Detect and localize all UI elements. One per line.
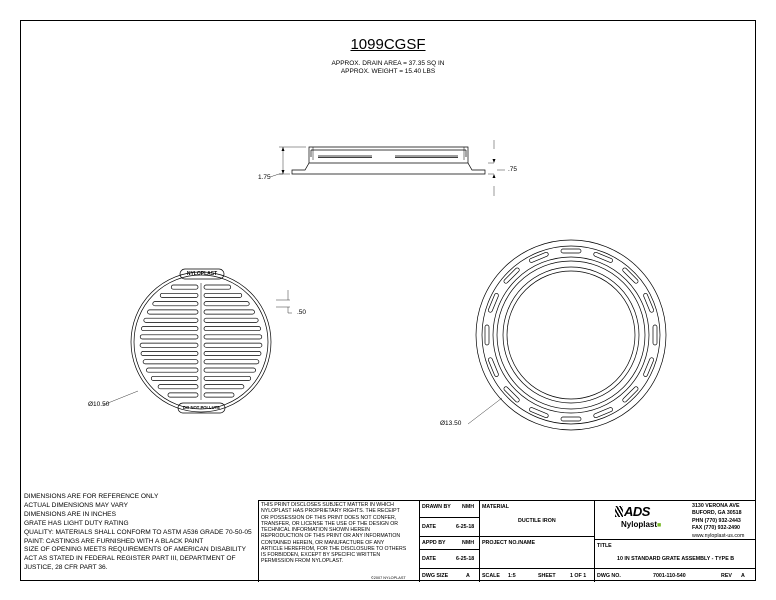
- drawing-title: 1099CGSF: [350, 36, 426, 53]
- disclaimer-line: TRANSFER, OR LICENSE THE USE OF THE DESIGN OR: [261, 520, 399, 527]
- disclaimer-line: PERMISSION FROM NYLOPLAST.: [261, 558, 344, 565]
- section-view: [270, 140, 505, 196]
- grate-plan-view: [103, 269, 292, 413]
- frame-slot: [622, 267, 639, 284]
- dwg-no-label: DWG NO.: [597, 573, 621, 579]
- drawn-by-cell: [419, 501, 479, 517]
- disclaimer-line: CONTAINED HEREIN, OR MANUFACTURE OF ANY: [261, 539, 385, 546]
- nyloplast-logo: [621, 522, 661, 529]
- frame-slot: [561, 249, 581, 253]
- disclaimer-line: ARTICLE HEREFROM, FOR THE DISCLOSURE TO OTHERS: [261, 545, 407, 552]
- frame-plan-view: [468, 240, 666, 430]
- grate-slot: [204, 318, 258, 322]
- rev-label: REV: [721, 573, 732, 579]
- grate-bottom-label: DO NOT POLLUTE: [183, 405, 220, 410]
- date1-value: 6-25-18: [456, 524, 475, 530]
- ads-logo: [615, 506, 650, 517]
- appd-by-label: APPD BY: [422, 540, 446, 546]
- date1-cell: [419, 517, 479, 536]
- note-line: PAINT: CASTINGS ARE FURNISHED WITH A BLACK PAINT: [24, 537, 204, 545]
- scale-value: 1:5: [508, 573, 516, 579]
- logo-cell: [594, 501, 690, 539]
- grate-slot: [204, 302, 249, 306]
- grate-slot: [160, 293, 198, 297]
- weight-text: APPROX. WEIGHT = 15.40 LBS: [340, 68, 436, 75]
- title-label: TITLE: [597, 543, 612, 549]
- drawn-by-value: NMH: [462, 504, 475, 510]
- address-line: FAX (770) 932-2490: [692, 525, 740, 532]
- scale-label: SCALE: [482, 573, 500, 579]
- date-label: DATE: [422, 524, 437, 530]
- date2-value: 6-25-18: [456, 556, 475, 562]
- height-dimension: 1.75: [258, 174, 271, 181]
- title-cell: [594, 539, 756, 568]
- address-line: BUFORD, GA 30518: [692, 510, 742, 517]
- grate-slot: [141, 327, 198, 331]
- frame-slot: [485, 325, 489, 345]
- scale-cell: [479, 568, 594, 582]
- slot-dimension: .50: [297, 309, 307, 316]
- nyloplast-mark: ■: [657, 522, 662, 529]
- grate-slot: [146, 368, 198, 372]
- disclaimer-line: IS FORBIDDEN, EXCEPT BY SPECIFIC WRITTEN: [261, 552, 381, 558]
- grate-slot: [204, 351, 261, 355]
- frame-diameter-dimension: Ø13.50: [440, 420, 462, 427]
- frame-slot: [503, 267, 520, 284]
- copyright-text: ©2007 NYLOPLAST: [371, 576, 406, 580]
- rev-value: A: [741, 573, 745, 579]
- grate-slot: [153, 302, 198, 306]
- appd-by-value: NMH: [462, 540, 475, 546]
- frame-slot: [622, 386, 639, 403]
- frame-slot: [653, 325, 657, 345]
- note-line: JUSTICE, 28 CFR PART 36.: [24, 564, 108, 572]
- material-value: DUCTILE IRON: [518, 518, 556, 524]
- address-line: PHN (770) 932-2443: [692, 517, 741, 524]
- dwg-no-value: 7001-110-540: [653, 573, 686, 579]
- grate-slot: [204, 310, 254, 314]
- grate-slot: [158, 385, 198, 389]
- grate-slot: [148, 310, 198, 314]
- dwg-size-value: A: [466, 573, 470, 579]
- ads-logo-text: ADS: [624, 504, 650, 519]
- grate-slot: [144, 318, 198, 322]
- note-line: GRATE HAS LIGHT DUTY RATING: [24, 519, 129, 527]
- grate-slot: [140, 343, 198, 347]
- title-block: [258, 500, 756, 582]
- date-label: DATE: [422, 556, 437, 562]
- frame-slot: [503, 386, 520, 403]
- disclaimer-line: NYLOPLAST HAS PROPRIETARY RIGHTS. THE RECEIPT: [261, 508, 400, 515]
- material-label: MATERIAL: [482, 504, 509, 510]
- dwg-size-label: DWG SIZE: [422, 573, 449, 579]
- grate-slot: [151, 376, 198, 380]
- grate-diameter-dimension: Ø10.50: [88, 401, 110, 408]
- disclaimer-line: THIS PRINT DISCLOSES SUBJECT MATTER IN WHICH: [261, 502, 394, 508]
- grate-slot: [143, 360, 198, 364]
- grate-slot: [204, 327, 261, 331]
- grate-slot: [168, 393, 198, 397]
- note-line: QUALITY: MATERIALS SHALL CONFORM TO ASTM A536 GRADE 70-50-05: [24, 528, 252, 536]
- drawn-by-label: DRAWN BY: [422, 504, 451, 510]
- grate-slot: [204, 376, 251, 380]
- project-cell: [479, 536, 594, 568]
- note-line: ACTUAL DIMENSIONS MAY VARY: [24, 501, 129, 509]
- title-value: 10 IN STANDARD GRATE ASSEMBLY - TYPE B: [617, 556, 735, 562]
- grate-slot: [204, 368, 256, 372]
- address-line: www.nyloplast-us.com: [692, 532, 745, 539]
- nyloplast-logo-text: Nyloplast: [621, 520, 658, 529]
- grate-slot: [204, 285, 231, 289]
- note-line: DIMENSIONS ARE IN INCHES: [24, 510, 116, 518]
- drain-area-text: APPROX. DRAIN AREA = 37.35 SQ IN: [331, 60, 445, 67]
- frame-slot: [561, 417, 581, 421]
- address-line: 3130 VERONA AVE: [692, 503, 740, 509]
- note-line: SIZE OF OPENING MEETS REQUIREMENTS OF AMERICAN DISABILITY: [24, 546, 247, 554]
- date2-cell: [419, 549, 479, 568]
- grate-slot: [204, 343, 262, 347]
- grate-slot: [204, 293, 242, 297]
- disclaimer-line: REPRODUCTION OF THIS PRINT OR ANY INFORMATION: [261, 533, 401, 540]
- grate-slot: [140, 335, 198, 339]
- note-line: DIMENSIONS ARE FOR REFERENCE ONLY: [24, 493, 159, 500]
- dwg-size-cell: [419, 568, 479, 582]
- note-line: ACT AS STATED IN FEDERAL REGISTER PART III, DEPARTMENT OF: [24, 555, 236, 563]
- grate-slot: [171, 285, 198, 289]
- sheet-value: 1 OF 1: [570, 573, 587, 579]
- disclaimer-line: TECHNICAL INFORMATION SHOWN HEREIN: [261, 527, 370, 533]
- grate-slot: [141, 351, 198, 355]
- grate-top-label: NYLOPLAST: [186, 271, 218, 277]
- sheet-label: SHEET: [538, 573, 556, 579]
- grate-slot: [204, 360, 259, 364]
- dwg-no-cell: [594, 568, 756, 582]
- lip-dimension: .75: [508, 166, 518, 173]
- appd-by-cell: [419, 536, 479, 549]
- disclaimer-text: [261, 502, 417, 565]
- address-cell: [690, 501, 756, 539]
- grate-slot: [204, 385, 244, 389]
- disclaimer-cell: [258, 501, 419, 582]
- grate-slot: [204, 335, 262, 339]
- project-label: PROJECT NO./NAME: [482, 540, 535, 546]
- grate-slot: [204, 393, 234, 397]
- material-cell: [479, 501, 594, 536]
- disclaimer-line: OR POSSESSION OF THIS PRINT DOES NOT CONFER,: [261, 514, 397, 521]
- general-notes: [24, 493, 254, 573]
